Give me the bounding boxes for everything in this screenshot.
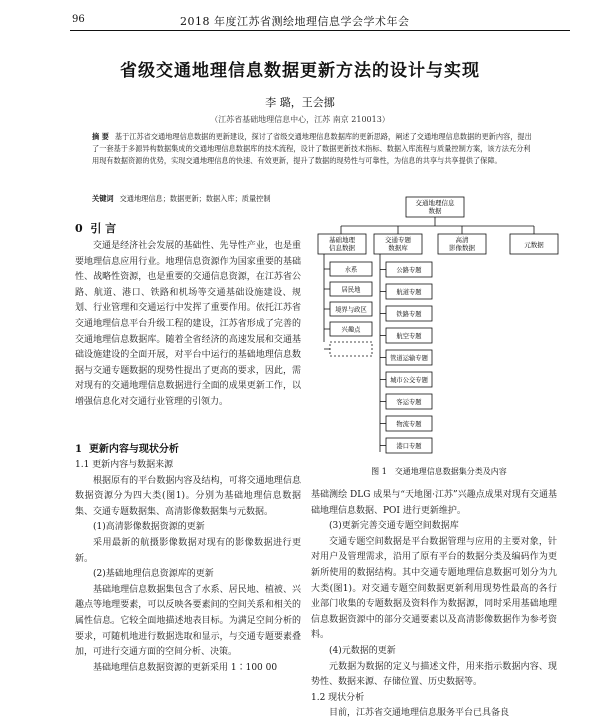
section-title: 引 言	[90, 222, 117, 235]
fig-basic-child-label: 水系	[344, 266, 358, 274]
subsection-1-2: 1.2 现状分析	[311, 692, 365, 703]
figure-1	[316, 196, 562, 460]
fig-topic-child-label: 公路专题	[396, 266, 422, 274]
paragraph: 采用最新的航摄影像数据对现有的影像数据进行更新。	[75, 537, 301, 564]
authors: 李 璐，王会挪	[265, 96, 335, 109]
fig-topic-child-label: 航道专题	[396, 288, 422, 296]
paragraph: 根据原有的平台数据内容及结构，可将交通地理信息数据资源分为四大类(图1)。分别为基础地理信息数据集、交通专题数据集、高清影像数据集与元数据。	[75, 475, 301, 517]
abstract-label: 摘 要	[92, 132, 109, 141]
paragraph: 基础测绘 DLG 成果与“天地图·江苏”兴趣点成果对现有交通基础地理信息数据、POI 进行更新维护。	[311, 490, 557, 516]
fig-topic-child-label: 客运专题	[396, 398, 422, 406]
fig-topic-child-label: 城市公交专题	[390, 376, 428, 384]
fig-root-label	[416, 198, 456, 215]
fig-topic-child-label: 铁路专题	[396, 310, 422, 318]
item-heading: (3)更新完善交通专题空间数据库	[329, 521, 459, 532]
paragraph: 基础地理信息数据集包含了水系、居民地、植被、兴趣点等地理要素，可以反映各要素间的空间关系和相关的属性信息。它较全面地描述地表目标。为满足空间分析的要求，可随机地进行数据选取和显示，与交通专题要素叠加，可进行交通方面的空间分析、决策。	[75, 584, 301, 658]
section-number: 1	[75, 444, 82, 455]
section-title: 更新内容与现状分析	[88, 444, 179, 455]
page-number: 96	[72, 14, 85, 25]
figure-caption: 图 1 交通地理信息数据集分类及内容	[371, 467, 507, 476]
fig-l1-topic-label: 交通专题数据库	[385, 236, 411, 252]
keywords-label: 关键词	[92, 194, 114, 203]
abstract	[92, 131, 532, 167]
item-heading: (4)元数据的更新	[329, 645, 396, 656]
keywords-text: 交通地理信息；数据更新；数据入库；质量控制	[119, 194, 271, 203]
item-heading: (2)基础地理信息资源库的更新	[93, 569, 214, 580]
left-column-body	[75, 458, 301, 676]
right-column-body	[311, 488, 557, 722]
fig-topic-child-label: 物流专题	[396, 420, 422, 428]
fig-topic-child-label: 管道运输专题	[390, 354, 428, 362]
fig-l1-basic-label: 基础地理信息数据	[329, 236, 355, 252]
section-number: 0	[75, 222, 83, 235]
paragraph: 交通专题空间数据是平台数据管理与应用的主要对象，针对用户及管理需求，沿用了原有平台的数据分类及编码作为更新所使用的数据结构。其中交通专题地理信息数据可划分为九大类(图1)。对交通专题空间数据更新利用现势性最高的各行业部门收集的专题数据及资料作为数据源，同时采用基础地理信息数据资源中的部分交通要素以及高清影像数据作为参考资料。	[311, 536, 557, 641]
fig-basic-child-label: 居民地	[341, 286, 361, 294]
item-heading: (1)高清影像数据资源的更新	[93, 522, 205, 533]
intro-body	[75, 239, 301, 411]
affiliation: （江苏省基础地理信息中心，江苏 南京 210013）	[210, 115, 390, 124]
paper-title: 省级交通地理信息数据更新方法的设计与实现	[120, 61, 480, 81]
fig-l1-meta-label: 元数据	[524, 241, 544, 249]
fig-basic-child-label: 兴趣点	[341, 326, 361, 334]
abstract-text: 基于江苏省交通地理信息数据的更新建设，探讨了省级交通地理信息数据库的更新思路，阐述了交通地理信息数据的更新内容，提出了一套基于多源异构数据集成的交通地理信息数据库的技术流程，设计了数据更新技术指标、数据入库流程与质量控制方案，该方法充分利用现有数据资源的优势，实现交通地理信息的快速、有效更新，提升了数据的现势性与可靠性，为信息的共享与共享提供了保障。	[92, 132, 532, 165]
running-header: 2018 年度江苏省测绘地理信息学会学术年会	[180, 15, 410, 28]
fig-l1-image-label: 高清影像数据	[449, 236, 475, 252]
subsection-1-1: 1.1 更新内容与数据来源	[75, 460, 174, 470]
paragraph: 目前，江苏省交通地理信息服务平台已具备良	[329, 708, 510, 719]
paragraph: 元数据为数据的定义与描述文件，用来指示数据内容、现势性、数据来源、存储位置、历史数据等。	[311, 661, 557, 688]
fig-ellipsis-box	[330, 342, 372, 356]
section-intro-heading	[75, 220, 116, 236]
fig-root-line2: 数据	[428, 207, 442, 215]
header-rule	[70, 30, 570, 31]
fig-topic-child-label: 港口专题	[396, 442, 422, 450]
fig-root-line1: 交通地理信息	[415, 199, 455, 207]
paragraph: 基础地理信息数据资源的更新采用 1∶100 00	[93, 662, 278, 673]
intro-paragraph: 交通是经济社会发展的基础性、先导性产业，也是重要地理信息应用行业。地理信息资源作为国家重要的基础性、战略性资源，也是重要的交通信息资源，在江苏省公路、航道、港口、铁路和机场等交通基础设施建设、规划、行业管理和交通运行中发挥了重要作用。依托江苏省交通地理信息平台升级工程的建设，江苏省形成了完善的交通地理信息数据库。随着全省经济的高速发展和交通基础设施建设的全面开展，对平台中运行的基础地理信息数据与交通专题数据的现势性提出了更高的要求，因此，需对现有的交通地理信息数据进行全面的成果更新工作，以增强信息化对交通行业管理的引领力。	[75, 241, 301, 407]
fig-topic-child-label: 航空专题	[396, 332, 422, 340]
fig-basic-child-label: 境界与政区	[335, 306, 367, 314]
section-1-heading	[75, 440, 179, 455]
